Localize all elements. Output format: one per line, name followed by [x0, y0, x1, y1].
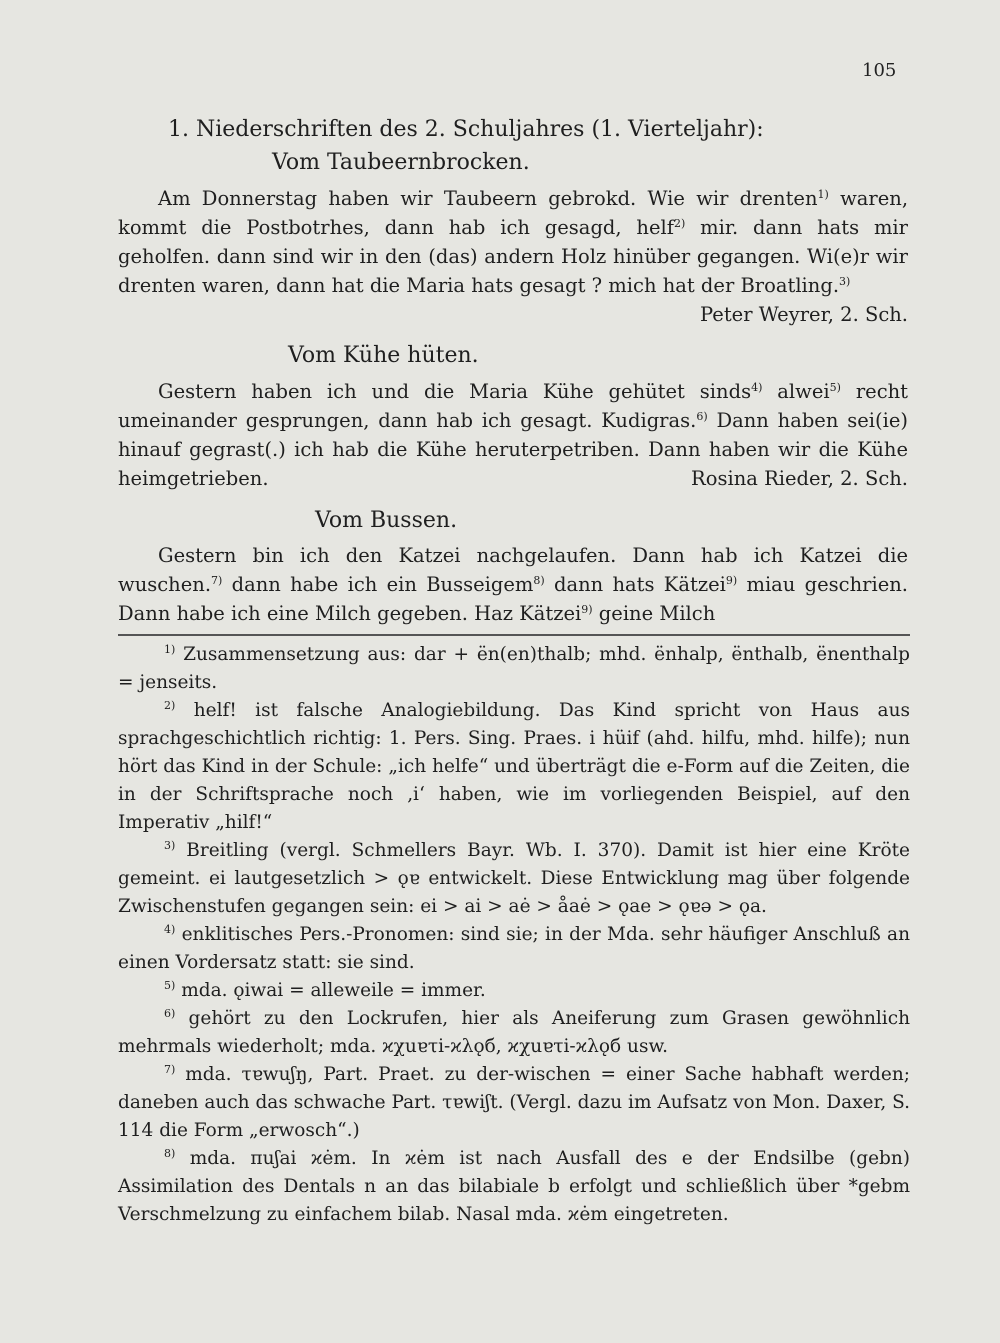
s1-sup-3: 3) [839, 275, 851, 288]
s3-sup-2: 8) [533, 574, 545, 587]
s2-part-2: alwei [777, 380, 830, 403]
footnote-4 [118, 921, 910, 977]
s2-part-3: recht umeinander gesprungen, dann hab ich gesagt. Kudigras. [118, 380, 909, 432]
s3-part-3: dann hats Kätzei [553, 573, 726, 596]
footnote-text-6: gehört zu den Lockrufen, hier als Aneiferung zum Grasen gewöhnlich mehrmals wiederholt; mda. ϰχuɐτi-ϰλǫб, ϰχuɐτi-ϰλǫб usw. [118, 1008, 910, 1057]
footnote-8 [118, 1145, 910, 1229]
s3-sup-1: 7) [211, 574, 223, 587]
footnote-text-7: mda. τɐwuʃŋ, Part. Praet. zu der-wischen = einer Sache habhaft werden; daneben auch das schwache Part. τɐwiʃt. (Vergl. dazu im Aufsatz von Mon. Daxer, S. 114 die Form „erwosch“.) [118, 1064, 910, 1141]
footnote-6 [118, 1005, 910, 1061]
footnote-text-5: mda. ǫiwai = alleweile = immer. [181, 980, 486, 1001]
s3-part-4: miau geschrien. Dann habe ich eine Milch gegeben. Haz Kätzei [118, 573, 909, 625]
s1-sup-1: 1) [817, 188, 829, 201]
footnote-marker-6: 6) [164, 1007, 176, 1020]
page-number: 105 [862, 60, 897, 81]
footnote-1 [118, 641, 910, 697]
s1-line-1: Am Donnerstag haben wir Taubeern gebrokd. Wie wir drenten [158, 187, 818, 210]
s3-part-1: Gestern bin ich den Katzei nachgelaufen. Dann hab ich Katzei die wuschen. [118, 544, 908, 596]
s2-sup-2: 5) [829, 381, 841, 394]
section-title-2: Vom Kühe hüten. [288, 343, 479, 368]
s1-line-2: waren, kommt die Postbotrhes, dann hab ich gesagd, helf [118, 187, 909, 239]
s2-part-4: Dann haben sei(ie) hinauf gegrast(.) ich hab die Kühe heruterpetriben. Dann haben wir die Kühe heimgetrieben. [118, 409, 908, 490]
section-body-1 [118, 184, 908, 329]
s1-line-3: mir. dann hats mir geholfen. dann sind wir in den (das) andern Holz hinüber gegangen. Wi(e)r wir drenten waren, dann hat die Maria hats gesagt ? mich hat der Broatling. [118, 216, 908, 297]
footnote-7 [118, 1061, 910, 1145]
page-heading: 1. Niederschriften des 2. Schuljahres (1. Vierteljahr): [168, 117, 764, 142]
footnote-text-3: Breitling (vergl. Schmellers Bayr. Wb. I. 370). Damit ist hier eine Kröte gemeint. ei lautgesetzlich > ǫɐ entwickelt. Diese Entwicklung mag über folgende Zwischenstufen gegangen sein: ei > ai > aė > åaė > ǫae > ǫɐə > ǫa. [118, 840, 910, 917]
footnote-text-2: helf! ist falsche Analogiebildung. Das Kind spricht von Haus aus sprachgeschichtlich richtig: 1. Pers. Sing. Praes. i hüif (ahd. hilfu, mhd. hilfe); nun hört das Kind in der Schule: „ich helfe“ und überträgt die e-Form auf die Zeiten, die in der Schriftsprache noch ‚i‘ haben, wie im vorliegenden Beispiel, auf den Imperativ „hilf!“ [118, 700, 910, 833]
s2-sup-1: 4) [751, 381, 763, 394]
s3-sup-4: 9) [581, 603, 593, 616]
s1-sup-2: 2) [673, 217, 686, 230]
footnote-text-4: enklitisches Pers.-Pronomen: sind sie; in der Mda. sehr häufiger Anschluß an einen Vordersatz statt: sie sind. [118, 924, 911, 973]
footnote-marker-4: 4) [164, 923, 176, 936]
footnotes [118, 641, 910, 1229]
section-title-1: Vom Taubeernbrocken. [272, 150, 530, 175]
footnote-marker-2: 2) [164, 699, 176, 712]
footnote-marker-3: 3) [164, 839, 176, 852]
footnote-marker-8: 8) [164, 1147, 176, 1160]
s2-sup-3: 6) [696, 410, 708, 423]
section-title-3: Vom Bussen. [315, 508, 458, 533]
footnote-marker-1: 1) [164, 643, 176, 656]
section-body-2 [118, 377, 908, 493]
footnote-marker-7: 7) [164, 1063, 176, 1076]
signature-1: Peter Weyrer, 2. Sch. [700, 303, 908, 326]
section-body-3 [118, 541, 908, 628]
s2-part-1: Gestern haben ich und die Maria Kühe gehütet sinds [158, 380, 752, 403]
s3-part-5: geine Milch [598, 602, 716, 625]
s3-sup-3: 9) [725, 574, 738, 587]
footnote-text-8: mda. πuʃai ϰėm. In ϰėm ist nach Ausfall des e der Endsilbe (gebn) Assimilation des Dentals n an das bilabiale b erfolgt und schließlich über *gebm Verschmelzung zu einfachem bilab. Nasal mda. ϰėm eingetreten. [118, 1148, 910, 1225]
footnote-divider [118, 634, 910, 636]
s3-part-2: dann habe ich ein Busseigem [231, 573, 534, 596]
footnote-text-1: Zusammensetzung aus: dar + ën(en)thalb; mhd. ënhalp, ënthalb, ënenthalp = jenseits. [118, 644, 910, 693]
footnote-3 [118, 837, 910, 921]
footnote-5 [118, 977, 910, 1005]
footnote-marker-5: 5) [164, 979, 176, 992]
signature-2: Rosina Rieder, 2. Sch. [691, 467, 908, 490]
footnote-2 [118, 697, 910, 837]
